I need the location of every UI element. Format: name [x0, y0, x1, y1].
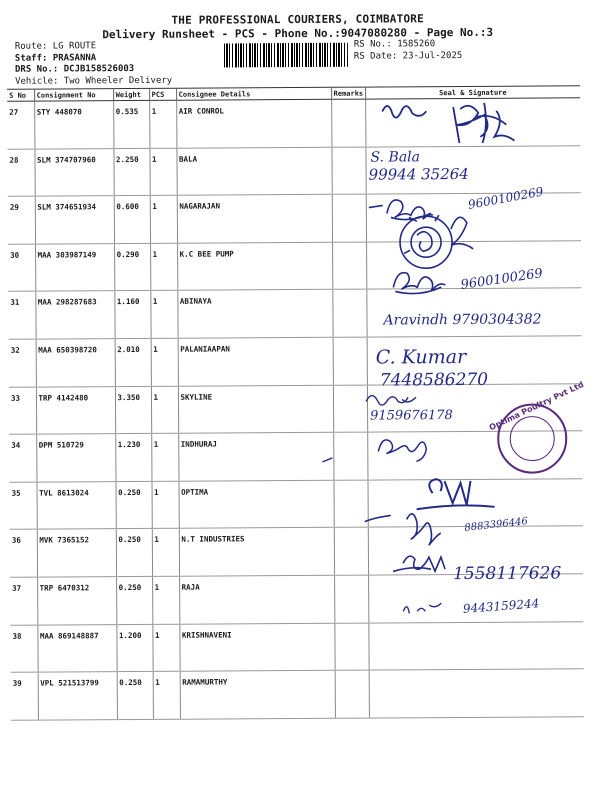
barcode-image [224, 43, 348, 68]
cell-remarks [331, 147, 365, 195]
cell-remarks [334, 623, 368, 671]
cell-pcs: 1 [151, 338, 178, 386]
cell-pcs: 1 [152, 624, 179, 672]
cell-signature [368, 621, 583, 670]
cell-sno: 28 [7, 149, 34, 197]
handwritten-phone: 1558117626 [453, 563, 562, 585]
handwritten-phone: 9159676178 [370, 408, 453, 424]
cell-weight: 0.535 [113, 100, 149, 148]
cell-signature [367, 479, 582, 528]
cell-remarks [333, 480, 367, 528]
handwritten-name-phone: Aravindh 9790304382 [383, 311, 542, 329]
rs-number: RS No.: 1585260 [353, 39, 436, 50]
cell-consignment: SLM 374707960 [34, 148, 113, 196]
cell-remarks [332, 194, 366, 242]
cell-consignment: MAA 303987149 [35, 243, 114, 291]
cell-weight: 0.250 [116, 529, 152, 577]
handwritten-phone: 8883396446 [463, 516, 529, 534]
cell-consignment: SLM 374651934 [35, 196, 114, 244]
handwritten-phone: 9600100269 [459, 266, 544, 293]
cell-pcs: 1 [150, 243, 177, 291]
cell-consignment: MVK 7365152 [37, 529, 116, 577]
table-row [9, 479, 582, 530]
cell-sno: 31 [8, 291, 35, 339]
cell-pcs: 1 [152, 529, 179, 577]
table-row [7, 145, 580, 196]
cell-sno: 34 [9, 434, 36, 482]
cell-consignee: K.C BEE PUMP [177, 242, 332, 291]
cell-signature [366, 193, 581, 242]
cell-signature [366, 241, 581, 290]
cell-sno: 39 [11, 672, 38, 720]
table-row [10, 526, 583, 577]
cell-remarks [335, 670, 369, 718]
handwritten-phone: 99944 35264 [368, 164, 469, 184]
col-consignee: Consignee Details [176, 87, 331, 100]
cell-weight: 0.600 [114, 196, 150, 244]
company-title: THE PROFESSIONAL COURIERS, COIMBATORE [171, 12, 424, 27]
col-seal-signature: Seal & Signature [365, 86, 580, 99]
table-row [9, 336, 582, 387]
cell-pcs: 1 [150, 291, 177, 339]
cell-consignment: TRP 6470312 [37, 577, 116, 625]
route-line: Route: LG ROUTE [14, 41, 97, 52]
cell-sno: 38 [10, 625, 37, 673]
cell-remarks [333, 385, 367, 433]
cell-weight: 2.250 [113, 148, 149, 196]
cell-sno: 33 [9, 387, 36, 435]
cell-sno: 35 [9, 482, 36, 530]
cell-pcs: 1 [152, 576, 179, 624]
handwritten-name: C. Kumar [375, 345, 467, 369]
cell-signature [368, 574, 583, 623]
cell-consignment: MAA 650398720 [36, 339, 115, 387]
cell-signature [368, 526, 583, 575]
runsheet-table [7, 85, 584, 720]
cell-consignee: KRISHNAVENI [179, 623, 334, 672]
cell-weight: 1.200 [116, 624, 152, 672]
cell-signature [365, 145, 580, 194]
cell-consignee: NAGARAJAN [177, 194, 332, 243]
vehicle-line: Vehicle: Two Wheeler Delivery [15, 75, 173, 87]
cell-signature [369, 669, 584, 718]
cell-remarks [334, 575, 368, 623]
cell-weight: 0.250 [116, 576, 152, 624]
cell-sno: 36 [10, 529, 37, 577]
cell-sno: 37 [10, 577, 37, 625]
table-row [8, 193, 581, 244]
cell-consignment: MAA 869148887 [37, 624, 116, 672]
stamp-text: Optima Poultry Pvt Ltd [487, 379, 586, 433]
table-row [11, 669, 584, 720]
cell-remarks [332, 242, 366, 290]
rs-info [354, 39, 463, 63]
cell-weight: 1.230 [115, 434, 151, 482]
cell-consignee: PALANIAAPAN [178, 337, 333, 386]
cell-pcs: 1 [151, 433, 178, 481]
cell-consignee: RAJA [179, 575, 334, 624]
table-row [10, 621, 583, 672]
cell-weight: 0.250 [117, 672, 153, 720]
cell-consignee: AIR CONROL [176, 99, 331, 148]
cell-sno: 29 [8, 196, 35, 244]
cell-consignment: DPM 510729 [36, 434, 115, 482]
cell-pcs: 1 [150, 195, 177, 243]
cell-sno: 32 [9, 339, 36, 387]
table-row [10, 574, 583, 625]
cell-remarks [333, 337, 367, 385]
cell-pcs: 1 [153, 671, 180, 719]
cell-pcs: 1 [149, 100, 176, 148]
handwritten-phone: 9600100269 [466, 184, 545, 212]
table-row [7, 98, 580, 149]
cell-consignment: MAA 298287683 [35, 291, 114, 339]
cell-remarks [333, 432, 367, 480]
cell-sno: 27 [7, 101, 34, 149]
cell-consignee: BALA [176, 147, 331, 196]
drs-line: DRS No.: DCJB158526003 [14, 64, 135, 75]
table-row [8, 288, 581, 339]
col-consignment: Consignment No [34, 89, 113, 101]
col-weight: Weight [113, 88, 149, 100]
cell-consignee: INDHURAJ [178, 432, 333, 481]
col-sno: S No [7, 89, 34, 101]
cell-signature [367, 336, 582, 385]
cell-consignee: ABINAYA [177, 290, 332, 339]
cell-pcs: 1 [149, 148, 176, 196]
cell-weight: 0.290 [114, 243, 150, 291]
cell-consignee: N.T INDUSTRIES [179, 528, 334, 577]
handwritten-phone: 9443159244 [462, 596, 540, 616]
col-remarks: Remarks [331, 87, 365, 99]
handwritten-phone: 7448586270 [379, 369, 489, 391]
cell-weight: 2.010 [115, 338, 151, 386]
cell-consignee: SKYLINE [178, 385, 333, 434]
cell-consignee: RAMAMURTHY [180, 670, 335, 719]
cell-sno: 30 [8, 244, 35, 292]
staff-line: Staff: PRASANNA [14, 52, 97, 64]
cell-weight: 3.350 [115, 386, 151, 434]
cell-consignment: TVL 8613024 [36, 481, 115, 529]
cell-pcs: 1 [151, 386, 178, 434]
cell-consignment: STY 448070 [34, 101, 113, 149]
cell-remarks [334, 527, 368, 575]
cell-consignment: VPL 521513799 [38, 672, 117, 720]
cell-weight: 1.160 [114, 291, 150, 339]
runsheet-subtitle: Delivery Runsheet - PCS - Phone No.:9047080280 - Page No.:3 [102, 25, 494, 42]
handwritten-name: S. Bala [370, 149, 421, 166]
table-row [9, 383, 582, 434]
cell-consignee: OPTIMA [178, 480, 333, 529]
table-row [9, 431, 582, 482]
rs-date: RS Date: 23-Jul-2025 [353, 50, 463, 62]
cell-signature [367, 431, 582, 480]
route-info [15, 41, 172, 88]
cell-signature [366, 288, 581, 337]
cell-signature [367, 383, 582, 432]
cell-remarks [332, 289, 366, 337]
table-row [8, 241, 581, 292]
cell-weight: 0.250 [115, 481, 151, 529]
cell-signature [365, 98, 580, 147]
cell-consignment: TRP 4142480 [36, 386, 115, 434]
col-pcs: PCS [149, 88, 176, 100]
cell-remarks [331, 99, 365, 147]
cell-pcs: 1 [151, 481, 178, 529]
